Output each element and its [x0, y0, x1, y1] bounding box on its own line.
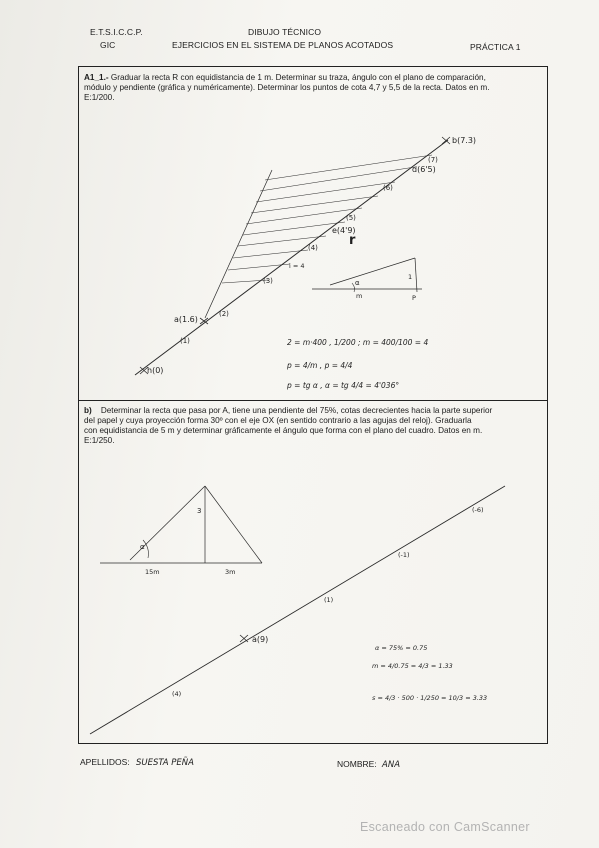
calc-b-1: α = 75% = 0.75: [375, 644, 428, 652]
problem-a-label: A1_1.-: [84, 73, 109, 82]
grad-label: (6): [383, 184, 393, 192]
surname-value: SUESTA PEÑA: [135, 758, 194, 768]
triangle-b-right: [205, 486, 262, 563]
grad-label: (3): [263, 277, 273, 285]
projection-line-a: [205, 170, 272, 318]
label-fifteen: 15m: [145, 568, 160, 576]
problem-b-label: b): [84, 406, 92, 415]
label-thirty: 3m: [225, 568, 236, 576]
label-e: e(4'9): [332, 226, 356, 235]
header-group: GIC: [100, 40, 116, 50]
grad-line: [251, 196, 378, 213]
point-a-mark: [240, 635, 248, 642]
calc-b-3: s = 4/3 · 500 · 1/250 = 10/3 = 3.33: [372, 694, 488, 702]
problem-b-line2: del papel y cuya proyección forma 30º con el eje OX (en sentido contrario a las agujas del reloj). Graduarla: [84, 416, 472, 425]
grad-b-label: (4): [172, 690, 182, 698]
label-r: r: [349, 233, 356, 248]
label-d: d(6'5): [412, 165, 436, 174]
grad-label: (2): [219, 310, 229, 318]
camscanner-watermark: Escaneado con CamScanner: [360, 820, 530, 834]
grad-label: (1): [180, 337, 190, 345]
problem-b-line3: con equidistancia de 5 m y determinar gráficamente el ángulo que forma con el plano del cuadro. Datos en m.: [84, 426, 483, 435]
problem-b-line4: E:1/250.: [84, 436, 115, 445]
label-three: 3: [197, 507, 202, 515]
triangle-hyp: [330, 258, 415, 285]
label-one: 1: [408, 273, 413, 281]
label-a: a(1.6): [174, 315, 198, 324]
triangle-side: [415, 258, 417, 292]
grad-line: [256, 182, 395, 202]
problem-a-line1: Graduar la recta R con equidistancia de 1 m. Determinar su traza, ángulo con el plano de comparación,: [110, 73, 486, 82]
label-a9: a(9): [252, 635, 269, 644]
calc-a-2: p = 4/m , p = 4/4: [287, 361, 353, 370]
grad-b-label: (-6): [472, 506, 484, 514]
grad-b-label: (-1): [398, 551, 410, 559]
footer-surname: [80, 757, 194, 768]
problem-b-line1: Determinar la recta que pasa por A, tiene una pendiente del 75%, cotas decrecientes hacia la parte superior: [100, 406, 493, 415]
label-alpha-b: α: [140, 543, 145, 551]
label-p: P: [412, 294, 416, 302]
footer-name: [337, 759, 400, 770]
grad-label: (4): [308, 244, 318, 252]
label-m: m: [356, 292, 363, 300]
label-alpha-a: α: [355, 279, 360, 287]
grad-line: [222, 280, 268, 283]
grad-line: [265, 155, 432, 180]
grad-b-label: (1): [324, 596, 334, 604]
header-exercise-title: EJERCICIOS EN EL SISTEMA DE PLANOS ACOTADOS: [172, 40, 394, 50]
problem-a-line2: módulo y pendiente (gráfica y numéricamente). Determinar los puntos de cota 4,7 y 5,5 de la recta. Datos en m.: [84, 83, 490, 92]
label-i: i = 4: [289, 262, 305, 270]
calc-a-3: p = tg α , α = tg 4/4 = 4'036°: [287, 381, 400, 390]
calc-a-1: 2 = m·400 , 1/200 ; m = 400/100 = 4: [287, 338, 429, 347]
label-b: b(7.3): [452, 136, 477, 145]
label-h: h(0): [147, 366, 164, 375]
name-value: ANA: [382, 760, 401, 770]
grad-line: [246, 208, 362, 224]
surname-label: APELLIDOS:: [80, 757, 130, 767]
header-subject: DIBUJO TÉCNICO: [248, 27, 322, 37]
grad-label: (5): [346, 214, 356, 222]
grad-label: (7): [428, 156, 438, 164]
name-label: NOMBRE:: [337, 759, 377, 769]
header-school: E.T.S.I.C.C.P.: [90, 27, 143, 37]
point-b-mark: [442, 137, 450, 144]
grad-line: [228, 264, 290, 270]
problem-a-line3: E:1/200.: [84, 93, 115, 102]
calc-b-2: m = 4/0.75 = 4/3 = 1.33: [372, 662, 453, 670]
header-practice: PRÁCTICA 1: [470, 42, 521, 52]
